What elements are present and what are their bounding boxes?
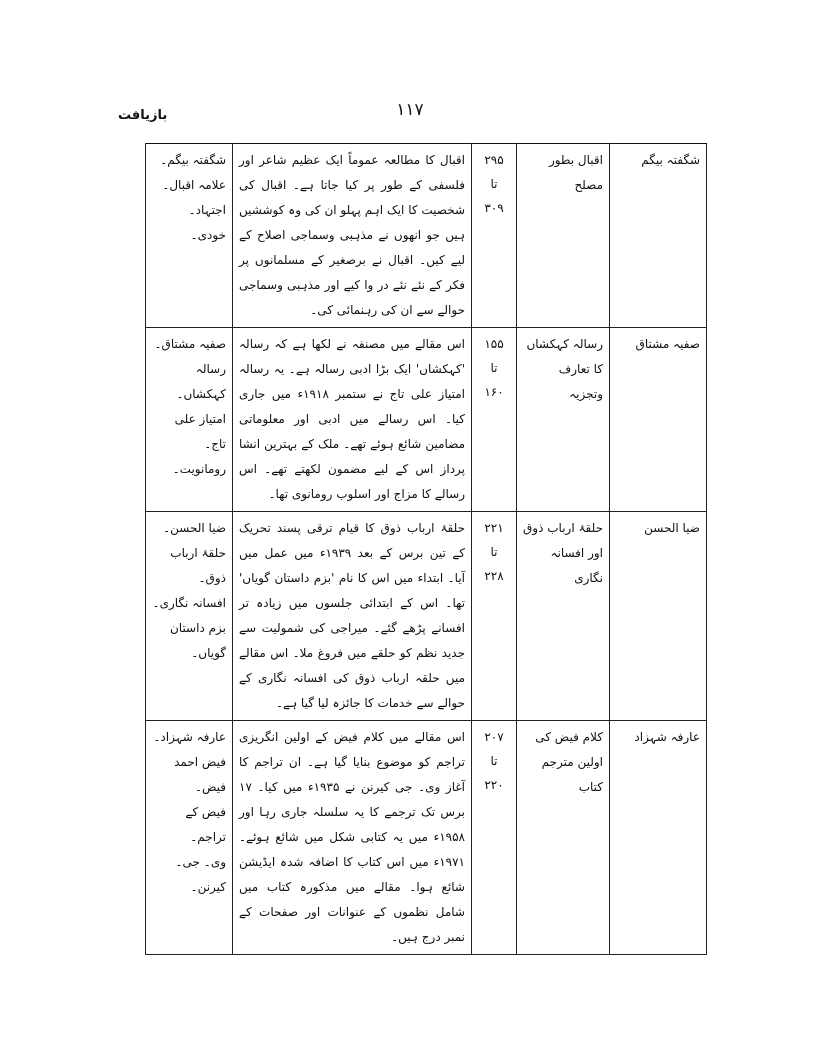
table-row	[146, 328, 707, 512]
pages-cell	[472, 721, 517, 955]
page-start: ۲۲۱	[484, 521, 504, 535]
pages-cell	[472, 328, 517, 512]
author-cell: عارفہ شہزاد	[610, 721, 707, 955]
keywords-cell	[146, 721, 233, 955]
keyword: رومانویت۔	[172, 462, 226, 476]
pages-cell	[472, 512, 517, 721]
author-cell: صفیہ مشتاق	[610, 328, 707, 512]
page-start: ۱۵۵	[484, 337, 504, 351]
author-cell: ضیا الحسن	[610, 512, 707, 721]
index-table	[145, 143, 707, 955]
keyword: فیض احمد فیض۔	[174, 755, 226, 794]
keyword: بزم داستان گویاں۔	[169, 621, 226, 660]
page-to: تا	[490, 754, 498, 768]
table-row	[146, 144, 707, 328]
keyword: امتیاز علی تاج۔	[174, 412, 226, 451]
page-to: تا	[490, 361, 498, 375]
title-cell: رسالہ کہکشاں کا تعارف وتجزیہ	[517, 328, 610, 512]
title-cell: حلقۂ ارباب ذوق اور افسانہ نگاری	[517, 512, 610, 721]
keyword: وی۔ جی۔ کیرنن۔	[175, 855, 226, 894]
keyword: عارفہ شہزاد۔	[153, 730, 226, 744]
page-number: ۱۱۷	[396, 100, 424, 120]
page-end: ۲۲۸	[484, 569, 504, 583]
page-end: ۲۲۰	[484, 778, 504, 792]
keyword: شگفتہ بیگم۔	[160, 153, 226, 167]
summary-cell: اقبال کا مطالعہ عموماً ایک عظیم شاعر اور فلسفی کے طور پر کیا جاتا ہے۔ اقبال کی شخصیت کا ایک اہم پہلو ان کی وہ کوششیں ہیں جو انھوں نے مذہبی وسماجی اصلاح کے لیے کیں۔ اقبال نے برصغیر کے مسلمانوں پر فکر کے نئے نئے در وا کیے اور مذہبی وسماجی حوالے سے ان کی رہنمائی کی۔	[233, 144, 472, 328]
page-end: ۱۶۰	[484, 385, 504, 399]
pages-cell	[472, 144, 517, 328]
table-row	[146, 721, 707, 955]
page-end: ۳۰۹	[484, 201, 504, 215]
keyword: علامہ اقبال۔	[162, 178, 226, 192]
page-to: تا	[490, 545, 498, 559]
summary-cell: اس مقالے میں مصنفہ نے لکھا ہے کہ رسالہ 'کہکشاں' ایک بڑا ادبی رسالہ ہے۔ یہ رسالہ امتیاز علی تاج نے ستمبر ۱۹۱۸ء میں جاری کیا۔ اس رسالے میں ادبی اور معلوماتی مضامین شائع ہوئے تھے۔ ملک کے بہترین انشا پرداز اس کے لیے مضمون لکھتے تھے۔ اس رسالے کا مزاج اور اسلوب رومانوی تھا۔	[233, 328, 472, 512]
keywords-cell	[146, 328, 233, 512]
keyword: فیض کے تراجم۔	[185, 805, 226, 844]
keywords-cell	[146, 512, 233, 721]
author-cell: شگفتہ بیگم	[610, 144, 707, 328]
title-cell: اقبال بطور مصلح	[517, 144, 610, 328]
table-row	[146, 512, 707, 721]
keyword: اجتہاد۔	[188, 203, 226, 217]
page-to: تا	[490, 177, 498, 191]
keyword: افسانہ نگاری۔	[152, 596, 226, 610]
keyword: رسالہ کہکشاں۔	[176, 362, 226, 401]
index-table-body	[146, 144, 707, 955]
running-title: بازیافت	[118, 108, 168, 123]
summary-cell: حلقۂ ارباب ذوق کا قیام ترقی پسند تحریک کے تین برس کے بعد ۱۹۳۹ء میں عمل میں آیا۔ ابتداء میں اس کا نام 'بزم داستان گویاں' تھا۔ اس کے ابتدائی جلسوں میں زیادہ تر افسانے پڑھے گئے۔ میراجی کی شمولیت سے جدید نظم کو حلقے میں فروغ ملا۔ اس مقالے میں حلقہ ارباب ذوق کی افسانہ نگاری کے حوالے سے خدمات کا جائزہ لیا گیا ہے۔	[233, 512, 472, 721]
keyword: خودی۔	[190, 228, 226, 242]
keyword: صفیہ مشتاق۔	[154, 337, 226, 351]
page-start: ۲۰۷	[484, 730, 504, 744]
summary-cell: اس مقالے میں کلام فیض کے اولین انگریزی تراجم کو موضوع بنایا گیا ہے۔ ان تراجم کا آغاز وی۔ جی کیرنن نے ۱۹۳۵ء میں کیا۔ ۱۷ برس تک ترجمے کا یہ سلسلہ جاری رہا اور ۱۹۵۸ء میں یہ کتابی شکل میں شائع ہوئے۔ ۱۹۷۱ء میں اس کتاب کا اضافہ شدہ ایڈیشن شائع ہوا۔ مقالے میں مذکورہ کتاب میں شامل نظموں کے عنوانات اور صفحات کے نمبر درج ہیں۔	[233, 721, 472, 955]
keywords-cell	[146, 144, 233, 328]
page-start: ۲۹۵	[484, 153, 504, 167]
keyword: ضیا الحسن۔	[163, 521, 226, 535]
title-cell: کلام فیض کی اولین مترجم کتاب	[517, 721, 610, 955]
keyword: حلقۂ ارباب ذوق۔	[170, 546, 226, 585]
